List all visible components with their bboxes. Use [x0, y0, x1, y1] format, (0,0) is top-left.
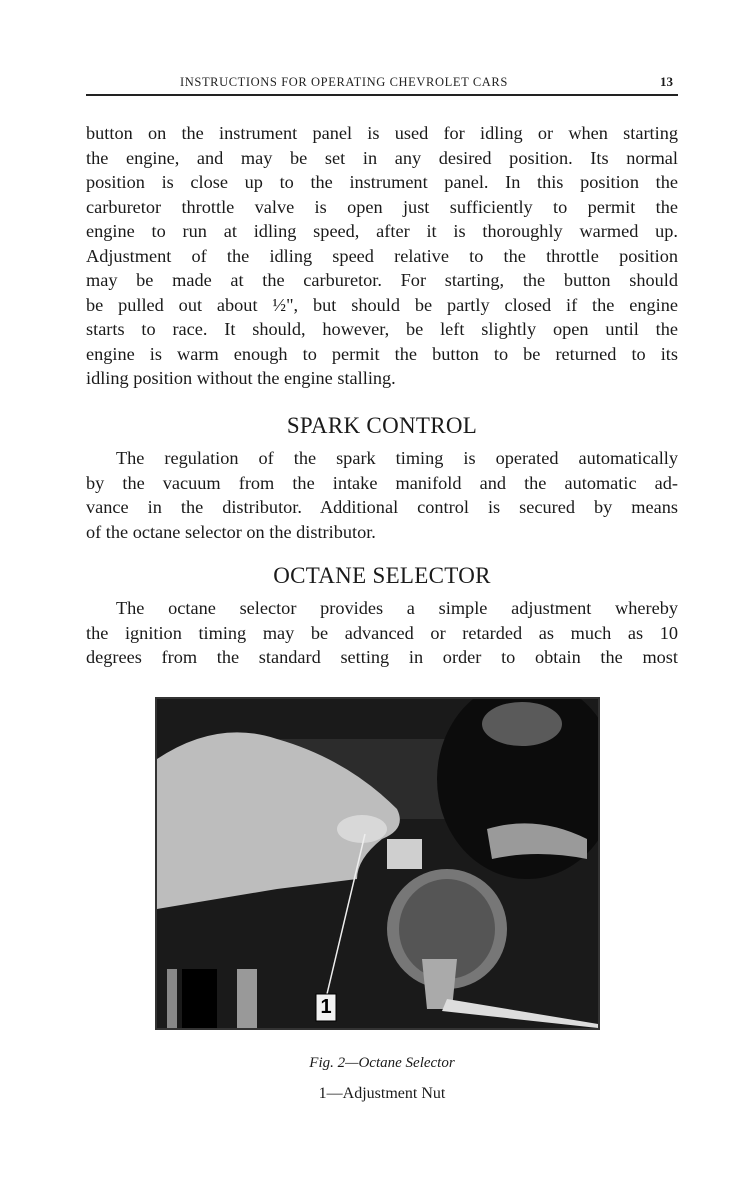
text-line: button on the instrument panel is used for idling or when starting [86, 123, 678, 143]
text-line: be pulled out about ½", but should be partly closed if the engine [86, 294, 678, 315]
figure-caption: Fig. 2—Octane Selector [309, 1055, 455, 1071]
text-line: The regulation of the spark timing is operated automatically [116, 448, 678, 468]
text-line: engine is warm enough to permit the button to be returned to its [86, 343, 678, 364]
text-line: by the vacuum from the intake manifold and the automatic ad- [86, 472, 678, 493]
text-line: engine to run at idling speed, after it is thoroughly warmed up. [86, 221, 678, 241]
text-line: the ignition timing may be advanced or retarded as much as 10 [86, 622, 678, 643]
section-heading-octane-selector: OCTANE SELECTOR [273, 563, 491, 588]
section-heading-spark-control: SPARK CONTROL [286, 413, 478, 438]
page-number: 13 [660, 74, 673, 89]
figure-legend: 1—Adjustment Nut [318, 1085, 446, 1102]
text-line: of the octane selector on the distributor. [86, 521, 376, 542]
text-line: starts to race. It should, however, be left slightly open until the [86, 319, 678, 339]
callout-label: 1 [320, 996, 332, 1018]
text-line: idling position without the engine stalling. [86, 368, 396, 388]
photo-illustration [157, 699, 598, 1028]
text-line: may be made at the carburetor. For starting, the button should [86, 270, 678, 290]
text-line: position is close up to the instrument panel. In this position the [86, 172, 678, 192]
header-rule [86, 94, 678, 96]
text-line: vance in the distributor. Additional control is secured by means [86, 497, 678, 517]
figure-photo-octane-selector [155, 697, 600, 1030]
text-line: degrees from the standard setting in order to obtain the most [86, 647, 678, 667]
text-line: carburetor throttle valve is open just sufficiently to permit the [86, 196, 678, 217]
text-line: the engine, and may be set in any desired position. Its normal [86, 147, 678, 168]
text-line: The octane selector provides a simple adjustment whereby [116, 598, 678, 618]
running-header: INSTRUCTIONS FOR OPERATING CHEVROLET CARS [180, 75, 508, 89]
text-line: Adjustment of the idling speed relative to the throttle position [86, 245, 678, 266]
